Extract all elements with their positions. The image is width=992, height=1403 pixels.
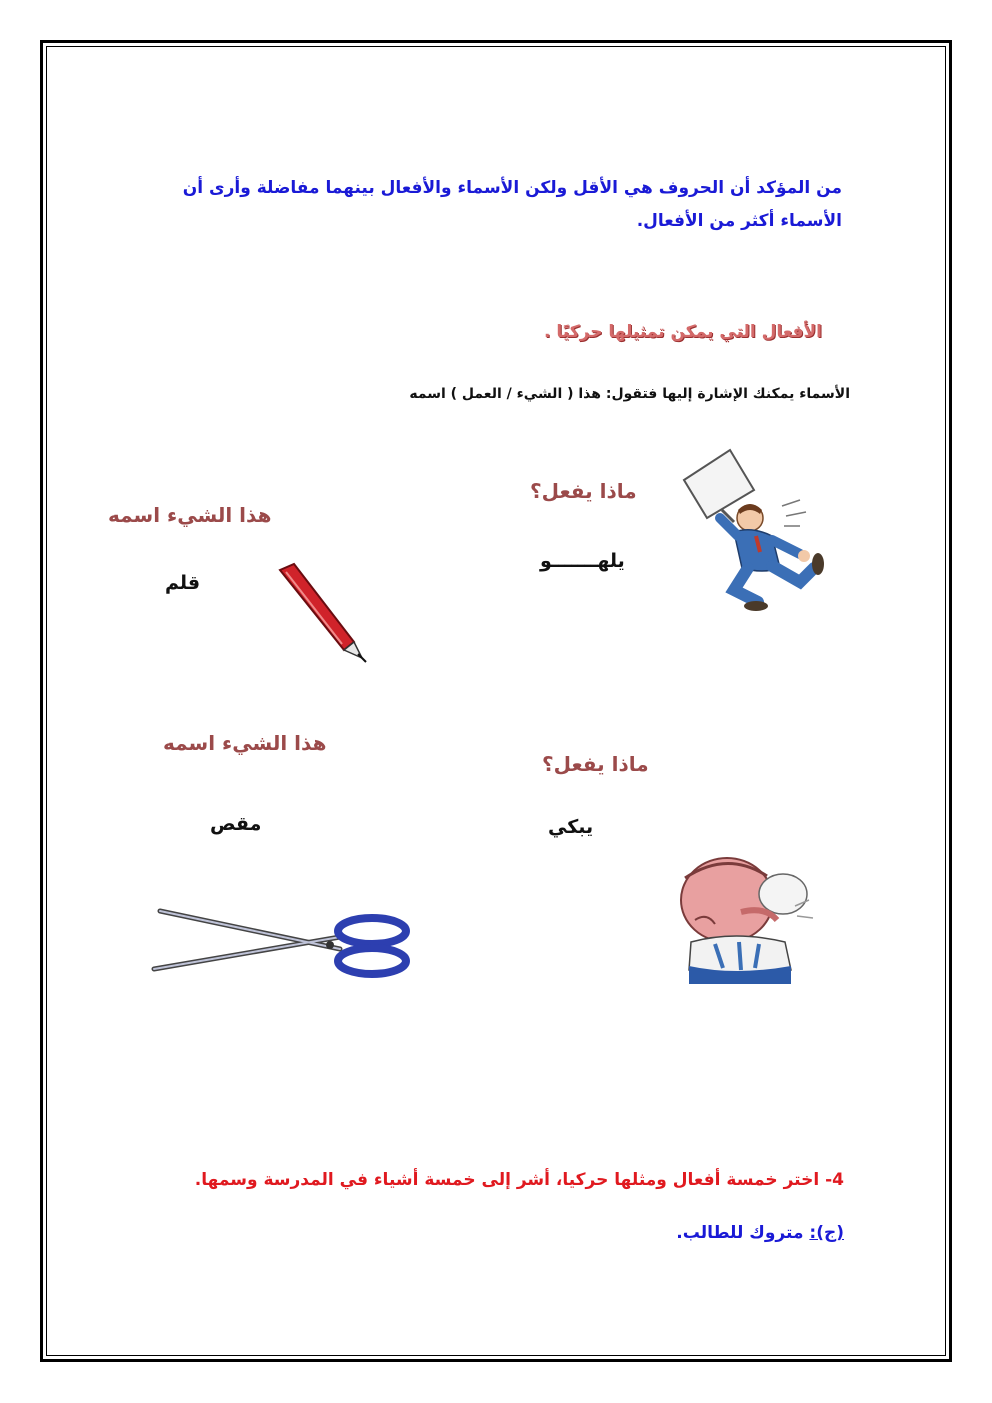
scissors-image: [150, 905, 415, 980]
names-rule-text: الأسماء يمكنك الإشارة إليها فتقول: هذا ( الشيء / العمل ) اسمه: [409, 386, 850, 402]
verbs-heading: الأفعال التي يمكن تمثيلها حركيًا .: [544, 322, 822, 342]
pen-image: [272, 560, 372, 665]
question-crying: ماذا يفعل؟: [542, 752, 649, 776]
answer-scissors: مقص: [210, 813, 262, 835]
question-pen: هذا الشيء اسمه: [108, 503, 272, 527]
question-runner: ماذا يفعل؟: [530, 479, 637, 503]
question-scissors: هذا الشيء اسمه: [163, 731, 327, 755]
page-border-inner: [46, 46, 946, 1356]
answer-pen: قلم: [165, 572, 201, 594]
exercise-instruction: 4- اختر خمسة أفعال ومثلها حركيا، أشر إلى خمسة أشياء في المدرسة وسمها.: [194, 1170, 844, 1190]
answer-crying: يبكي: [548, 816, 594, 838]
crying-man-image: [655, 850, 840, 985]
intro-paragraph: من المؤكد أن الحروف هي الأقل ولكن الأسماء والأفعال بينهما مفاضلة وأرى أن الأسماء أكثر من الأفعال.: [182, 178, 842, 231]
answer-line: [676, 1223, 844, 1243]
answer-label: (ج):: [809, 1223, 844, 1243]
answer-runner: يلهـــــــو: [540, 550, 625, 572]
running-man-image: [672, 440, 842, 615]
answer-text: متروك للطالب.: [676, 1223, 810, 1243]
